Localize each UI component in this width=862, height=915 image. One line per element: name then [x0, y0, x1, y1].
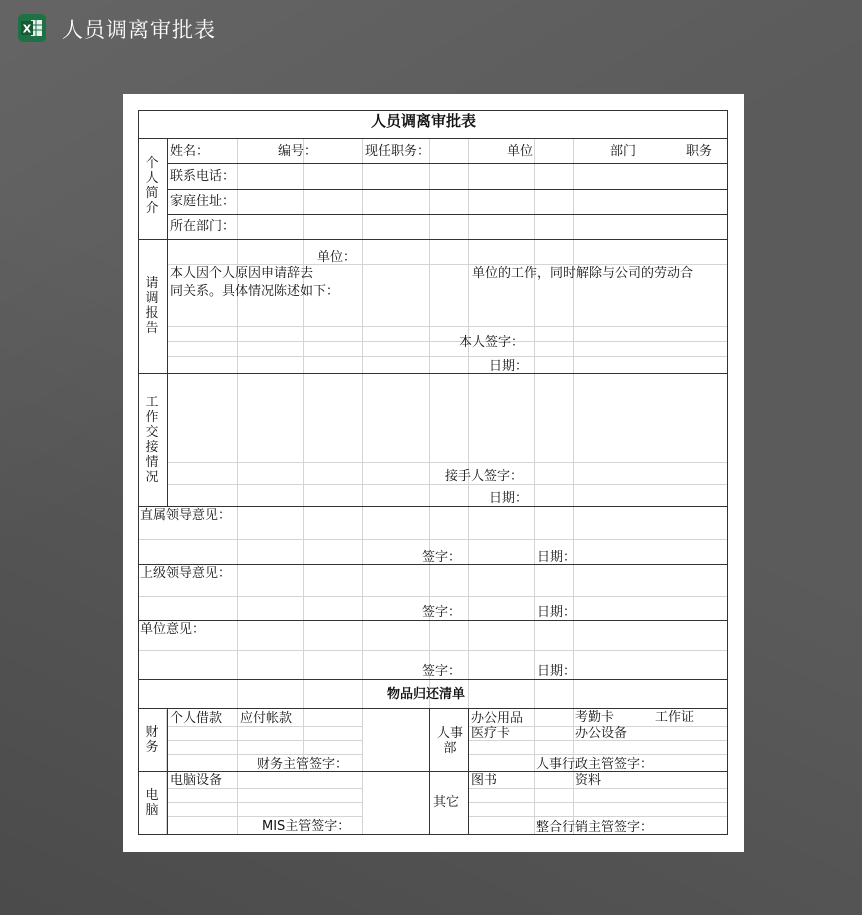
section-handover-label: 工作交接情况 [145, 395, 159, 485]
unit-opinion-label: 单位意见： [140, 622, 206, 637]
number-label: 编号： [278, 144, 318, 159]
svg-text:X: X [22, 22, 32, 36]
name-label: 姓名： [170, 144, 210, 159]
address-label: 家庭住址： [170, 194, 236, 209]
section-finance-label: 财务 [145, 725, 159, 755]
section-hr-label: 人事部 [436, 726, 463, 756]
direct-leader-signature: 签字： [422, 550, 462, 565]
dept-header: 部门 [610, 144, 637, 159]
request-text-end: 单位的工作，同时解除与公司的劳动合 [472, 266, 694, 281]
office-supplies-label: 办公用品 [471, 711, 524, 726]
job-header: 职务 [686, 144, 713, 159]
section-personal-label: 个人简介 [145, 156, 159, 216]
medical-card-label: 医疗卡 [471, 726, 511, 741]
request-date-label: 日期： [489, 359, 529, 374]
finance-signature-label: 财务主管签字： [257, 757, 349, 772]
department-label: 所在部门： [170, 219, 236, 234]
office-equipment-label: 办公设备 [575, 726, 628, 741]
marketing-signature-label: 整合行销主管签字： [536, 820, 654, 835]
unit-header: 单位 [507, 144, 534, 159]
section-request-label: 请调报告 [145, 276, 159, 336]
request-text-line2: 同关系。具体情况陈述如下： [170, 284, 340, 299]
senior-leader-date: 日期： [537, 605, 577, 620]
handover-date-label: 日期： [489, 491, 529, 506]
spreadsheet-page [123, 94, 744, 852]
document-title: 人员调离审批表 [62, 18, 216, 42]
section-computer-label: 电脑 [145, 788, 159, 818]
attendance-card-label: 考勤卡 [575, 710, 615, 725]
unit-opinion-date: 日期： [537, 664, 577, 679]
materials-label: 资料 [575, 773, 602, 788]
senior-leader-signature: 签字： [422, 605, 462, 620]
phone-label: 联系电话： [170, 169, 236, 184]
app-header [0, 0, 862, 60]
personal-loan-label: 个人借款 [170, 711, 223, 726]
direct-leader-date: 日期： [537, 550, 577, 565]
request-text-start: 本人因个人原因申请辞去 [170, 266, 314, 281]
senior-leader-label: 上级领导意见： [140, 566, 232, 581]
excel-file-icon [16, 12, 48, 44]
unit-opinion-signature: 签字： [422, 664, 462, 679]
work-id-label: 工作证 [655, 710, 695, 725]
form-title: 人员调离审批表 [371, 112, 477, 130]
position-label: 现任职务： [365, 144, 431, 159]
mis-signature-label: MIS主管签字： [262, 819, 351, 834]
hr-signature-label: 人事行政主管签字： [536, 757, 654, 772]
direct-leader-label: 直属领导意见： [140, 508, 232, 523]
section-other-label: 其它 [433, 795, 460, 810]
accounts-payable-label: 应付帐款 [240, 711, 293, 726]
books-label: 图书 [471, 773, 498, 788]
handover-signature-label: 接手人签字： [445, 469, 524, 484]
request-signature-label: 本人签字： [459, 335, 525, 350]
returns-title: 物品归还清单 [387, 687, 466, 702]
computer-equipment-label: 电脑设备 [170, 773, 223, 788]
request-unit-label: 单位： [317, 250, 357, 265]
